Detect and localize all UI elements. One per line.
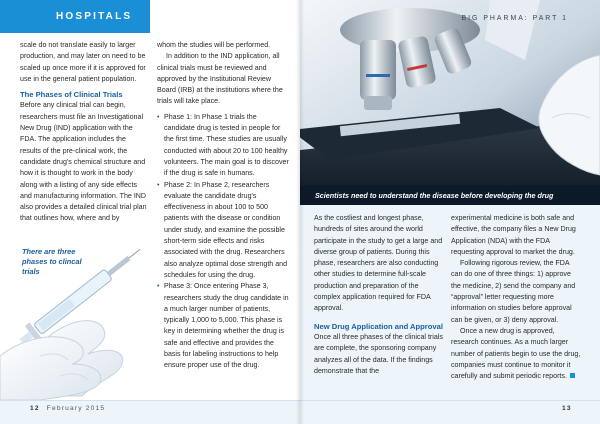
- phase-1-item: • Phase 1: In Phase 1 trials the candidate drug is tested in people for the first time. These studies are usually conducted with about 20 to 100 healthy volunteers. The main goal is to discover if the drug is safe in humans.: [157, 112, 289, 178]
- page-number: 12: [30, 405, 40, 412]
- issue-date: February 2015: [46, 405, 106, 412]
- microscope-photo: [300, 0, 600, 205]
- left-column-1: [20, 40, 148, 225]
- bullet-icon: •: [157, 282, 160, 291]
- bullet-icon: •: [157, 180, 160, 189]
- nda-filing-paragraph: experimental medicine is both safe and effective, the company files a New Drug Application (NDA) with the FDA requesting approval to market the drug.: [451, 214, 576, 256]
- right-page: [300, 0, 600, 424]
- phase-2-item: • Phase 2: In Phase 2, researchers evaluate the candidate drug's effectiveness in about 100 to 500 patients with the disease or condition under study, and examine the possible short-term side effects and risks associated with the drug. Researchers also analyze optimal dose strength and schedules for using the drug.: [157, 180, 288, 279]
- right-column-1: [314, 213, 444, 377]
- bullet-icon: •: [157, 112, 160, 121]
- irb-paragraph: In addition to the IND application, all clinical trials must be reviewed and approved by the Institutional Review Board (IRB) at the institutions where the trials will take place.: [157, 52, 283, 106]
- left-folio: [30, 405, 105, 412]
- left-footer: [0, 400, 300, 424]
- phase3-continued-paragraph: As the costliest and longest phase, hundreds of sites around the world participate in the study to get a large and diverse group of patients. During this phase, researchers are also conducting other studies to determine full-scale production and preparation of the complex application required for FDA approval.: [314, 214, 443, 313]
- fda-review-paragraph: Following rigorous review, the FDA can do one of three things: 1) approve the medicine, 2) send the company and “approval” letter requesting more information on studies before approval can be given, or 3) deny approval.: [451, 259, 576, 324]
- right-folio: [562, 405, 572, 412]
- page-number: 13: [562, 405, 572, 412]
- spine-shadow: [296, 0, 304, 424]
- phase-3-item: • Phase 3: Once entering Phase 3, researchers study the drug candidate in a much larger number of patients, typically 1,000 to 5,000. This phase is key in determining whether the drug is safe and effective and provides the basis for labeling instructions to help ensure proper use of the drug.: [157, 282, 289, 370]
- pull-quote: There are three phases to clincal trials: [22, 247, 82, 276]
- section-tab: HOSPITALS: [0, 0, 150, 33]
- ind-paragraph: Before any clinical trial can begin, researchers must file an Investigational New Drug (IND) application with the FDA. The application includes the results of the pre-clinical work, the candidate drug's chemical structure and how it is thought to work in the body along with a listing of any side effects and manufacturing information. The IND also provides a detailed clinical trial plan that outlines how, where and by: [20, 101, 147, 223]
- phase-list: [157, 112, 289, 372]
- phases-subhead: The Phases of Clinical Trials: [20, 90, 123, 100]
- right-footer: [300, 400, 600, 424]
- microscope-image: [300, 0, 600, 205]
- post-approval-paragraph: Once a new drug is approved, research continues. As a much larger number of patients begin to use the drug, companies must continue to monitor it carefully and submit periodic reports.: [451, 326, 581, 381]
- nda-subhead: New Drug Application and Approval: [314, 321, 443, 331]
- left-column-2: [157, 40, 289, 372]
- right-column-2: [451, 213, 582, 382]
- intro-paragraph: scale do not translate easily to larger production, and may later on need to be scaled up once more if it is approved for use in the general patient population.: [20, 41, 146, 83]
- end-mark-icon: [570, 373, 575, 378]
- series-kicker: BIG PHARMA: PART 1: [461, 15, 568, 22]
- nda-paragraph: Once all three phases of the clinical trials are complete, the sponsoring company analyzes all of the data. If the findings demonstrate that the: [314, 332, 443, 375]
- photo-caption: Scientists need to understand the disease before developing the drug: [315, 191, 554, 200]
- whom-paragraph: whom the studies will be performed.: [157, 41, 271, 49]
